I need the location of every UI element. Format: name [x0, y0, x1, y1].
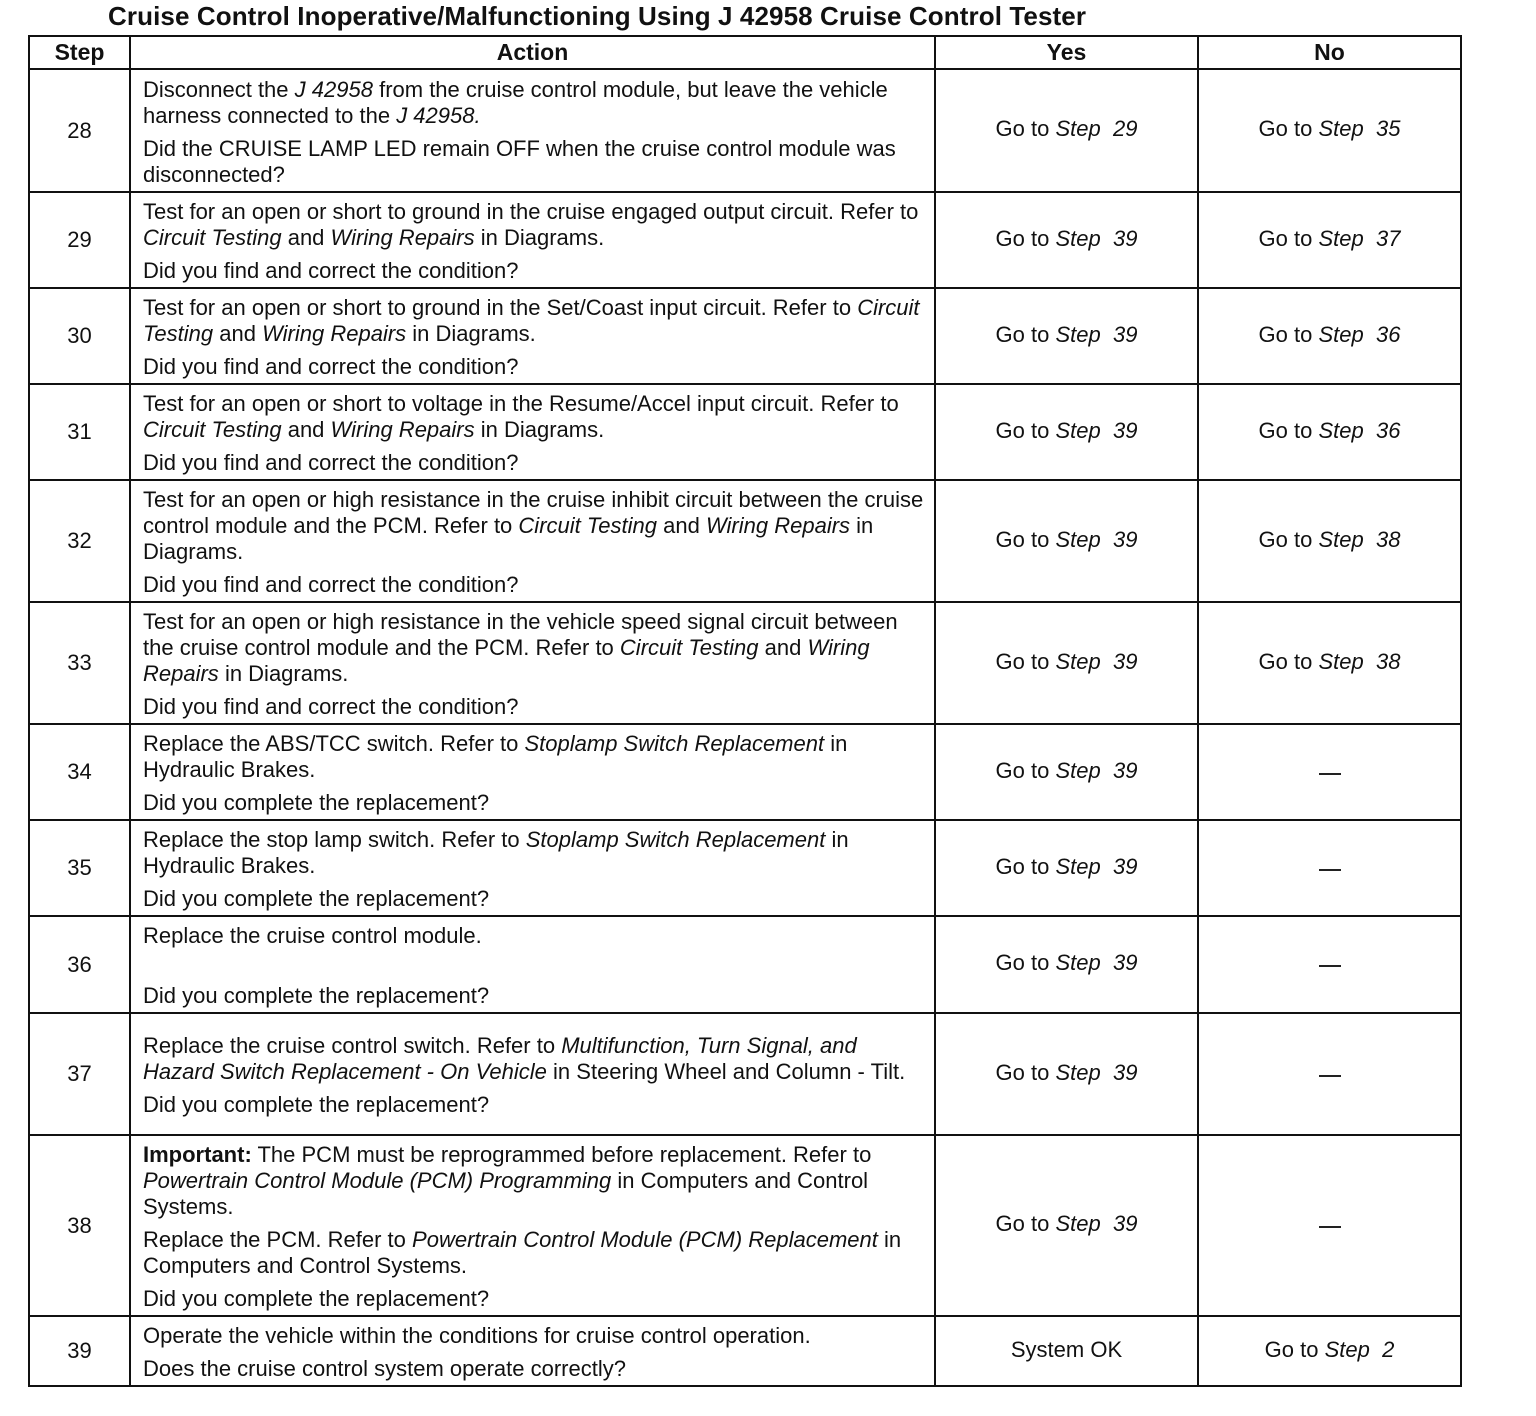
no-cell [1198, 1013, 1461, 1135]
diagnostic-table [28, 35, 1462, 1387]
table-row [29, 480, 1461, 602]
go-to-label: Go to [1264, 1336, 1319, 1362]
table-row [29, 1316, 1461, 1386]
reference-circuit-testing: Circuit Testing [143, 417, 282, 442]
reference-pcm-replacement: Powertrain Control Module (PCM) Replacement [412, 1227, 878, 1252]
reference-circuit-testing: Circuit Testing [619, 635, 759, 660]
action-text: in Hydraulic Brakes. [143, 731, 848, 782]
yes-cell [935, 480, 1198, 602]
step-link[interactable]: Step 39 [1055, 321, 1138, 347]
go-to-label: Go to [1258, 526, 1313, 552]
no-cell [1198, 602, 1461, 724]
go-to-label: Go to [995, 1211, 1050, 1236]
go-to-label: Go to [1258, 225, 1313, 251]
action-text: and [663, 513, 700, 538]
go-to-label: Go to [995, 321, 1050, 347]
table-row [29, 1013, 1461, 1135]
action-text: Operate the vehicle within the conditions for cruise control operation. [143, 1323, 811, 1348]
question-text: Did you complete the replacement? [143, 983, 490, 1008]
go-to-label: Go to [995, 225, 1050, 251]
question-text: Did you complete the replacement? [143, 1286, 490, 1311]
action-cell [130, 69, 935, 192]
go-to-label: Go to [995, 950, 1050, 975]
yes-cell [935, 192, 1198, 288]
yes-cell [935, 820, 1198, 916]
no-cell [1198, 820, 1461, 916]
tool-reference: J 42958 [294, 76, 373, 102]
reference-wiring-repairs: Wiring Repairs [330, 417, 475, 442]
step-number: 31 [29, 384, 130, 480]
no-cell [1198, 480, 1461, 602]
reference-stoplamp-switch-replacement: Stoplamp Switch Replacement [524, 731, 825, 756]
reference-circuit-testing: Circuit Testing [518, 513, 657, 538]
step-number: 39 [29, 1316, 130, 1386]
action-text: from the cruise control module, but leave the vehicle harness connected to the [143, 76, 888, 128]
step-number: 38 [29, 1135, 130, 1316]
step-link[interactable]: Step 37 [1318, 225, 1401, 251]
important-label: Important: [143, 1142, 252, 1167]
go-to-label: Go to [995, 757, 1050, 783]
table-row [29, 820, 1461, 916]
action-text: in Hydraulic Brakes. [143, 827, 849, 878]
action-text: in Steering Wheel and Column - Tilt. [553, 1059, 906, 1084]
question-text: Does the cruise control system operate correctly? [143, 1356, 626, 1381]
no-cell [1198, 1316, 1461, 1386]
page-title: Cruise Control Inoperative/Malfunctioning Using J 42958 Cruise Control Tester [108, 1, 1087, 31]
reference-multifunction-switch-replacement: Multifunction, Turn Signal, and Hazard Switch Replacement - On Vehicle [143, 1033, 857, 1084]
not-applicable-dash [1319, 869, 1341, 871]
step-link[interactable]: Step 39 [1055, 225, 1138, 251]
table-header-row [29, 36, 1461, 69]
yes-cell [935, 1135, 1198, 1316]
question-text: Did you find and correct the condition? [143, 450, 519, 475]
step-link[interactable]: Step 38 [1318, 648, 1401, 674]
step-number: 34 [29, 724, 130, 820]
action-text: Replace the ABS/TCC switch. Refer to [143, 731, 519, 756]
reference-wiring-repairs: Wiring Repairs [262, 321, 407, 346]
reference-circuit-testing: Circuit Testing [143, 225, 282, 250]
reference-wiring-repairs: Wiring Repairs [330, 225, 475, 250]
step-link[interactable]: Step 36 [1318, 321, 1401, 347]
action-text: Disconnect the [143, 76, 289, 102]
step-link[interactable]: Step 38 [1318, 526, 1401, 552]
action-cell [130, 192, 935, 288]
question-text: Did you find and correct the condition? [143, 354, 519, 379]
yes-cell [935, 724, 1198, 820]
action-text: Test for an open or short to ground in the Set/Coast input circuit. Refer to [143, 295, 852, 320]
yes-cell [935, 602, 1198, 724]
no-cell [1198, 69, 1461, 192]
go-to-label: Go to [1258, 321, 1313, 347]
not-applicable-dash [1319, 1075, 1341, 1077]
no-cell [1198, 192, 1461, 288]
go-to-label: Go to [1258, 116, 1313, 141]
action-text: Test for an open or high resistance in the cruise inhibit circuit between the cruise control module and the PCM. Refer to [143, 487, 924, 538]
yes-cell [935, 1316, 1198, 1386]
action-cell [130, 820, 935, 916]
yes-cell [935, 384, 1198, 480]
action-text: Replace the cruise control switch. Refer to [143, 1033, 556, 1058]
action-text: and [287, 417, 325, 442]
yes-cell [935, 69, 1198, 192]
step-number: 35 [29, 820, 130, 916]
not-applicable-dash [1319, 965, 1341, 967]
system-ok-text: System OK [1010, 1336, 1123, 1362]
action-text: in Computers and Control Systems. [143, 1227, 902, 1278]
no-cell [1198, 384, 1461, 480]
go-to-label: Go to [1258, 417, 1313, 443]
action-text: and [287, 225, 325, 250]
column-header-action: Action [130, 36, 935, 69]
action-text: in Diagrams. [224, 661, 349, 686]
go-to-label: Go to [995, 853, 1050, 879]
step-number: 29 [29, 192, 130, 288]
step-link[interactable]: Step 39 [1055, 757, 1138, 783]
action-cell [130, 1316, 935, 1386]
action-cell [130, 288, 935, 384]
question-text: Did the CRUISE LAMP LED remain OFF when the cruise control module was disconnected? [143, 135, 896, 187]
step-link[interactable]: Step 39 [1055, 417, 1138, 443]
action-text: Test for an open or high resistance in the vehicle speed signal circuit between the cruise control module and the PCM. Refer to [143, 609, 898, 660]
go-to-label: Go to [995, 648, 1050, 674]
step-number: 37 [29, 1013, 130, 1135]
step-link[interactable]: Step 35 [1318, 116, 1401, 141]
step-link[interactable]: Step 29 [1055, 116, 1138, 141]
reference-wiring-repairs: Wiring Repairs [143, 635, 870, 686]
action-cell [130, 384, 935, 480]
action-text: Test for an open or short to voltage in the Resume/Accel input circuit. Refer to [143, 391, 899, 416]
question-text: Did you find and correct the condition? [143, 258, 519, 283]
column-header-step: Step [29, 36, 130, 69]
table-row [29, 602, 1461, 724]
step-number: 30 [29, 288, 130, 384]
column-header-no: No [1198, 36, 1461, 69]
go-to-label: Go to [995, 417, 1050, 443]
step-link[interactable]: Step 2 [1324, 1336, 1395, 1362]
step-link[interactable]: Step 39 [1055, 950, 1138, 975]
question-text: Did you complete the replacement? [143, 1092, 490, 1117]
action-text: Replace the PCM. Refer to [143, 1227, 406, 1252]
important-note [143, 1142, 926, 1220]
action-text: and [219, 321, 256, 346]
action-text: in Diagrams. [412, 321, 536, 346]
no-cell [1198, 724, 1461, 820]
action-cell [130, 724, 935, 820]
go-to-label: Go to [995, 526, 1050, 552]
table-row [29, 192, 1461, 288]
reference-stoplamp-switch-replacement: Stoplamp Switch Replacement [525, 827, 826, 852]
reference-circuit-testing: Circuit Testing [143, 295, 920, 346]
table-row [29, 384, 1461, 480]
not-applicable-dash [1319, 773, 1341, 775]
action-cell [130, 1013, 935, 1135]
not-applicable-dash [1319, 1226, 1341, 1228]
step-number: 28 [29, 69, 130, 192]
yes-cell [935, 1013, 1198, 1135]
step-number: 33 [29, 602, 130, 724]
step-link[interactable]: Step 39 [1055, 526, 1138, 552]
action-text: in Diagrams. [480, 417, 605, 442]
column-header-yes: Yes [935, 36, 1198, 69]
question-text: Did you find and correct the condition? [143, 572, 519, 597]
action-cell [130, 916, 935, 1013]
action-text: Replace the stop lamp switch. Refer to [143, 827, 520, 852]
step-number: 32 [29, 480, 130, 602]
table-row [29, 69, 1461, 192]
go-to-label: Go to [995, 116, 1050, 141]
go-to-label: Go to [995, 1059, 1050, 1085]
no-cell [1198, 1135, 1461, 1316]
action-text: and [764, 635, 802, 660]
action-cell [130, 602, 935, 724]
action-cell [130, 1135, 935, 1316]
action-text: Test for an open or short to ground in the cruise engaged output circuit. Refer to [143, 199, 919, 224]
yes-cell [935, 288, 1198, 384]
table-row [29, 288, 1461, 384]
step-link[interactable]: Step 36 [1318, 417, 1401, 443]
question-text: Did you complete the replacement? [143, 886, 490, 911]
question-text: Did you complete the replacement? [143, 790, 490, 815]
action-text: The PCM must be reprogrammed before replacement. Refer to [257, 1142, 872, 1167]
go-to-label: Go to [1258, 648, 1313, 674]
no-cell [1198, 288, 1461, 384]
action-cell [130, 480, 935, 602]
table-row [29, 916, 1461, 1013]
reference-wiring-repairs: Wiring Repairs [705, 513, 851, 538]
table-row [29, 1135, 1461, 1316]
no-cell [1198, 916, 1461, 1013]
step-number: 36 [29, 916, 130, 1013]
tool-reference: J 42958 [396, 102, 475, 128]
reference-pcm-programming: Powertrain Control Module (PCM) Programming [143, 1168, 612, 1193]
action-text: in Diagrams. [480, 225, 605, 250]
step-link[interactable]: Step 39 [1055, 853, 1138, 879]
action-text: . [474, 102, 481, 128]
action-text: in Computers and Control Systems. [143, 1168, 869, 1219]
step-link[interactable]: Step 39 [1055, 1211, 1138, 1236]
action-text: in Diagrams. [143, 513, 874, 564]
yes-cell [935, 916, 1198, 1013]
table-row [29, 724, 1461, 820]
question-text: Did you find and correct the condition? [143, 694, 519, 719]
step-link[interactable]: Step 39 [1055, 1059, 1138, 1085]
action-text: Replace the cruise control module. [143, 923, 482, 948]
step-link[interactable]: Step 39 [1055, 648, 1138, 674]
